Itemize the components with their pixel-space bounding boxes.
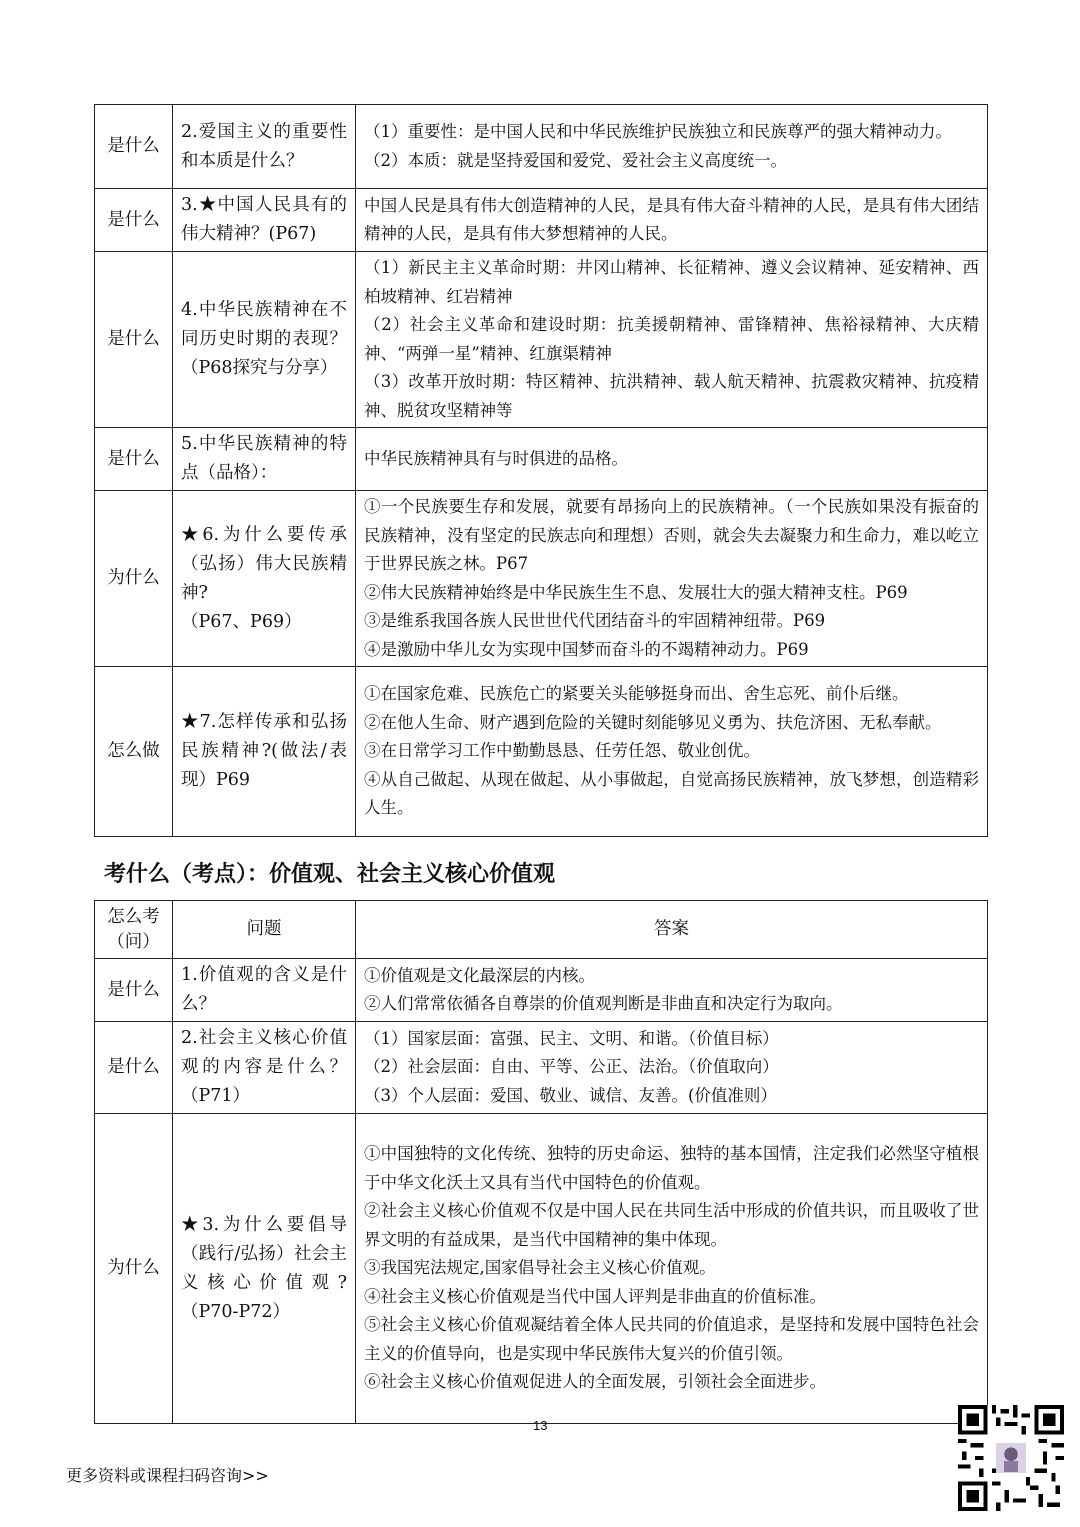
answer-line: （1）重要性：是中国人民和中华民族维护民族独立和民族尊严的强大精神动力。 [364,122,952,141]
category-cell: 为什么 [95,491,173,667]
question-cell: 3.★中国人民具有的伟大精神？(P67) [173,189,356,252]
table-row [95,491,988,667]
answer-line: （1）国家层面：富强、民主、文明、和谐。（价值目标） [364,1028,779,1048]
table-row [95,1022,988,1114]
answer-line: ③是维系我国各族人民世世代代团结奋斗的牢固精神纽带。P69 [364,611,826,630]
answer-line: （2）社会主义革命和建设时期：抗美援朝精神、雷锋精神、焦裕禄精神、大庆精神、“两弹一星”精神、红旗渠精神 [364,315,979,363]
table-row [95,1114,988,1424]
column-header: 问题 [173,901,356,959]
answer-line: ②在他人生命、财产遇到危险的关键时刻能够见义勇为、扶危济困、无私奉献。 [364,712,942,732]
question-cell: 4.中华民族精神在不同历史时期的表现？（P68探究与分享） [173,252,356,428]
answer-cell [356,189,988,252]
answer-line: （2）本质：就是坚持爱国和爱党、爱社会主义高度统一。 [364,150,787,170]
knowledge-table-1 [94,104,988,837]
answer-line: ⑤社会主义核心价值观凝结着全体人民共同的价值追求，是坚持和发展中国特色社会主义的价值导向，也是实现中华民族伟大复兴的价值引领。 [364,1315,979,1363]
answer-line: ①价值观是文化最深层的内核。 [364,965,595,985]
answer-line: ①一个民族要生存和发展，就要有昂扬向上的民族精神。（一个民族如果没有振奋的民族精神，没有坚定的民族志向和理想）否则，就会失去凝聚力和生命力，难以屹立于世界民族之林。P67 [364,497,979,573]
table-row [95,959,988,1022]
question-cell: 2.社会主义核心价值观的内容是什么？（P71） [173,1022,356,1114]
answer-cell [356,105,988,189]
answer-line: （3）改革开放时期：特区精神、抗洪精神、载人航天精神、抗震救灾精神、抗疫精神、脱贫攻坚精神等 [364,372,979,420]
knowledge-table-2 [94,900,988,1424]
answer-cell [356,428,988,491]
answer-line: ④是激励中华儿女为实现中国梦而奋斗的不竭精神动力。P69 [364,639,809,659]
qr-code-icon[interactable] [958,1405,1064,1511]
category-cell: 怎么做 [95,667,173,837]
category-cell: 是什么 [95,1022,173,1114]
column-header: 答案 [356,901,988,959]
category-cell: 是什么 [95,428,173,491]
answer-line: ①中国独特的文化传统、独特的历史命运、独特的基本国情，注定我们必然坚守植根于中华文化沃土又具有当代中国特色的价值观。 [364,1144,979,1192]
answer-line: ③在日常学习工作中勤勤恳恳、任劳任怨、敬业创优。 [364,741,760,761]
question-cell: 5.中华民族精神的特点（品格）： [173,428,356,491]
question-cell: ★6.为什么要传承（弘扬）伟大民族精神? （P67、P69） [173,491,356,667]
answer-line: ③我国宪法规定,国家倡导社会主义核心价值观。 [364,1258,716,1278]
question-cell: 1.价值观的含义是什么？ [173,959,356,1022]
table-header-row [95,901,988,959]
answer-line: ②人们常常依循各自尊崇的价值观判断是非曲直和决定行为取向。 [364,994,843,1013]
answer-line: ①在国家危难、民族危亡的紧要关头能够挺身而出、舍生忘死、前仆后继。 [364,684,909,704]
answer-line: ④社会主义核心价值观是当代中国人评判是非曲直的价值标准。 [364,1286,826,1306]
category-cell: 是什么 [95,189,173,252]
table-row [95,667,988,837]
answer-line: （1）新民主主义革命时期：井冈山精神、长征精神、遵义会议精神、延安精神、西柏坡精神、红岩精神 [364,258,979,306]
answer-cell [356,1114,988,1424]
footer-promo-text: 更多资料或课程扫码咨询>> [66,1466,269,1485]
question-cell: ★3.为什么要倡导（践行/弘扬）社会主义核心价值观?（P70-P72） [173,1114,356,1424]
table-row [95,189,988,252]
answer-line: 中国人民是具有伟大创造精神的人民，是具有伟大奋斗精神的人民，是具有伟大团结精神的人民，是具有伟大梦想精神的人民。 [364,195,979,243]
answer-cell [356,491,988,667]
table-row [95,252,988,428]
category-cell: 是什么 [95,105,173,189]
answer-line: ②社会主义核心价值观不仅是中国人民在共同生活中形成的价值共识，而且吸收了世界文明的有益成果，是当代中国精神的集中体现。 [364,1201,979,1249]
answer-line: ②伟大民族精神始终是中华民族生生不息、发展壮大的强大精神支柱。P69 [364,582,908,602]
answer-cell [356,1022,988,1114]
table-row [95,428,988,491]
category-cell: 是什么 [95,252,173,428]
answer-line: ⑥社会主义核心价值观促进人的全面发展，引领社会全面进步。 [364,1372,826,1392]
column-header: 怎么考（问） [95,901,173,959]
answer-cell [356,959,988,1022]
answer-line: （3）个人层面：爱国、敬业、诚信、友善。(价值准则） [364,1085,777,1105]
section-title: 考什么（考点）：价值观、社会主义核心价值观 [104,862,556,887]
answer-cell [356,667,988,837]
question-cell: ★7.怎样传承和弘扬民族精神?(做法/表现）P69 [173,667,356,837]
table-row [95,105,988,189]
page-number: 13 [533,1418,548,1433]
answer-cell [356,252,988,428]
category-cell: 为什么 [95,1114,173,1424]
answer-line: （2）社会层面：自由、平等、公正、法治。（价值取向） [364,1057,779,1077]
category-cell: 是什么 [95,959,173,1022]
question-cell: 2.爱国主义的重要性和本质是什么？ [173,105,356,189]
answer-line: 中华民族精神具有与时俱进的品格。 [364,448,628,468]
answer-line: ④从自己做起、从现在做起、从小事做起，自觉高扬民族精神，放飞梦想，创造精彩人生。 [364,769,979,818]
